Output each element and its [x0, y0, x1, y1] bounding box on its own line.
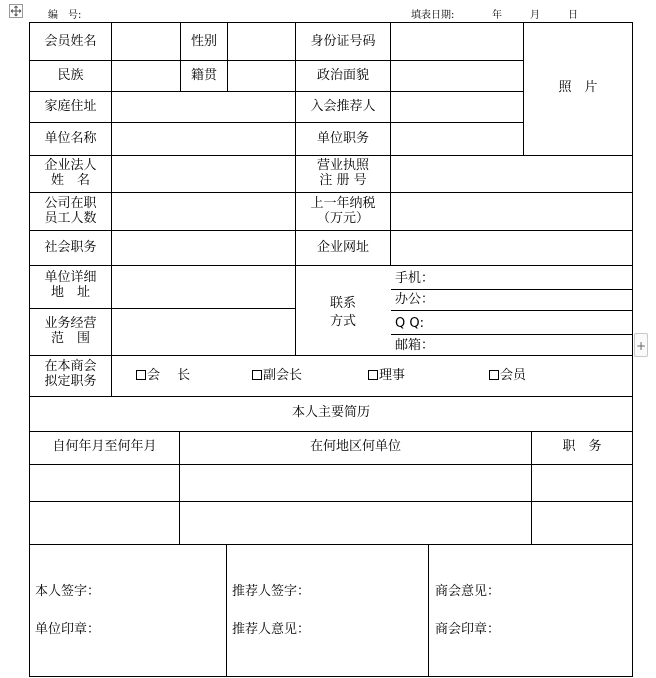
fill-date-label: 填表日期: [411, 10, 455, 21]
contact-line1: 联系 [329, 296, 356, 311]
license-line2: 注 册 号 [319, 173, 367, 188]
chamber-opinion-label: 商会意见： [435, 584, 501, 599]
license-label [296, 158, 390, 188]
resume-title: 本人主要简历 [291, 405, 370, 420]
option-president[interactable] [136, 368, 190, 384]
social-position-label: 社会职务 [44, 240, 97, 255]
checkbox-icon[interactable] [136, 370, 146, 380]
number-label: 编 号: [48, 10, 82, 21]
add-row-button[interactable]: + [634, 333, 648, 357]
tax-line1: 上一年纳税 [310, 196, 376, 211]
day-label: 日 [568, 10, 578, 21]
legal-rep-line1: 企业法人 [44, 158, 97, 173]
referrer-label: 入会推荐人 [310, 99, 376, 114]
intended-position-label [30, 359, 111, 389]
contact-method-label [296, 295, 390, 331]
option-vice-president-label: 副会长 [263, 368, 303, 383]
member-name-label: 会员姓名 [44, 34, 97, 49]
legal-rep-line2: 姓 名 [50, 173, 90, 188]
tax-label [296, 196, 390, 226]
checkbox-icon[interactable] [252, 370, 262, 380]
business-scope-label [30, 316, 111, 346]
staff-count-label [30, 196, 111, 226]
month-label: 月 [530, 10, 540, 21]
referrer-opinion-label: 推荐人意见： [232, 622, 311, 637]
legal-rep-label [30, 158, 111, 188]
company-name-label: 单位名称 [44, 131, 97, 146]
license-line1: 营业执照 [316, 158, 369, 173]
tax-line2: （万元） [316, 211, 369, 226]
website-label: 企业网址 [316, 240, 369, 255]
office-phone-label: 办公： [395, 292, 435, 307]
year-label: 年 [492, 10, 502, 21]
detail-address-label [30, 270, 111, 300]
option-member-label: 会员 [500, 368, 527, 383]
id-number-label: 身份证号码 [310, 34, 376, 49]
political-status-label: 政治面貌 [316, 68, 369, 83]
business-scope-line1: 业务经营 [44, 316, 97, 331]
col-period-header: 自何年月至何年月 [52, 439, 157, 454]
ethnicity-label: 民族 [57, 68, 84, 83]
contact-line2: 方式 [329, 314, 356, 329]
option-president-label: 会 长 [147, 368, 191, 383]
photo-label: 照 片 [558, 80, 598, 95]
col-place-header: 在何地区何单位 [309, 439, 401, 454]
option-director-label: 理事 [379, 368, 406, 383]
checkbox-icon[interactable] [489, 370, 499, 380]
email-label: 邮箱： [395, 338, 435, 353]
intended-position-line1: 在本商会 [44, 359, 97, 374]
business-scope-line2: 范 围 [50, 331, 90, 346]
detail-address-line2: 地 址 [50, 285, 90, 300]
chamber-seal-label: 商会印章： [435, 622, 501, 637]
detail-address-line1: 单位详细 [44, 270, 97, 285]
self-sign-label: 本人签字： [35, 584, 101, 599]
native-place-label: 籍贯 [190, 68, 217, 83]
mobile-label: 手机： [395, 271, 435, 286]
option-member[interactable] [489, 368, 526, 384]
qq-label: Q Q: [395, 316, 424, 331]
gender-label: 性别 [190, 34, 217, 49]
referrer-sign-label: 推荐人签字： [232, 584, 311, 599]
company-position-label: 单位职务 [316, 131, 369, 146]
col-role-header: 职 务 [562, 439, 602, 454]
checkbox-icon[interactable] [368, 370, 378, 380]
staff-line1: 公司在职 [44, 196, 97, 211]
unit-seal-label: 单位印章： [35, 622, 101, 637]
home-address-label: 家庭住址 [44, 99, 97, 114]
option-director[interactable] [368, 368, 405, 384]
intended-position-line2: 拟定职务 [44, 374, 97, 389]
option-vice-president[interactable] [252, 368, 302, 384]
staff-line2: 员工人数 [44, 211, 97, 226]
